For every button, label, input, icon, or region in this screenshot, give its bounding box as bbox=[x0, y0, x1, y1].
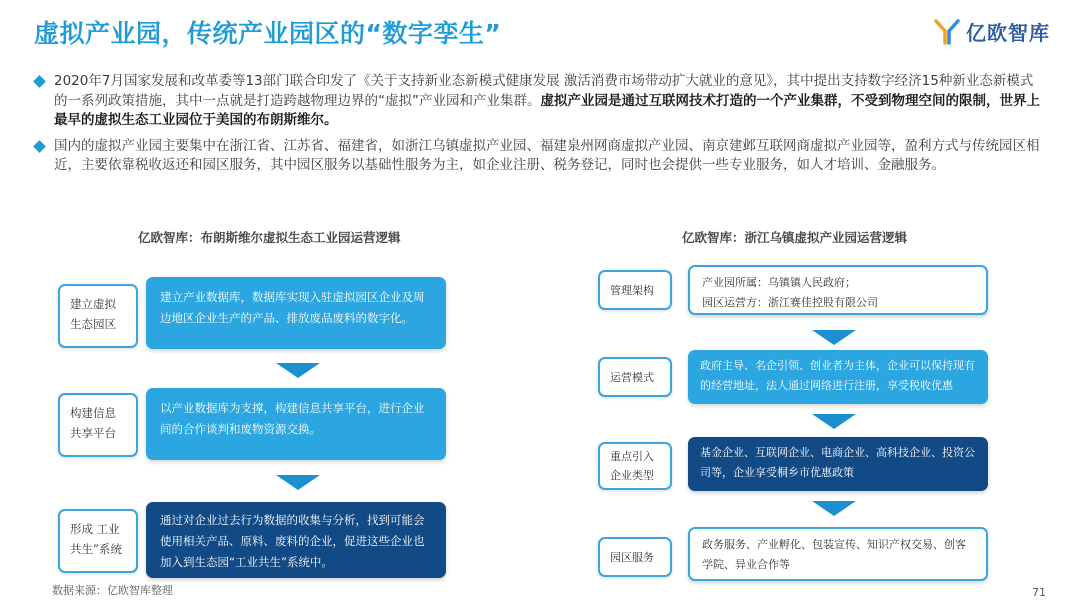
bullet-item bbox=[34, 137, 1044, 176]
left-step-label: 建立虚拟生态园区 bbox=[58, 284, 138, 348]
right-row-desc: 基金企业、互联网企业、电商企业、高科技企业、投资公司等，企业享受桐乡市优惠政策 bbox=[688, 437, 988, 491]
left-diagram-title: 亿欧智库：布朗斯维尔虚拟生态工业园运营逻辑 bbox=[138, 230, 401, 245]
right-row-line: 园区运营方：浙江赛佳控股有限公司 bbox=[702, 296, 878, 309]
diamond-bullet-icon bbox=[33, 140, 46, 153]
down-arrow-icon bbox=[812, 330, 856, 345]
brand-logo bbox=[932, 16, 1050, 46]
right-row-label: 重点引入企业类型 bbox=[598, 442, 672, 490]
left-step-label: 构建信息共享平台 bbox=[58, 393, 138, 457]
right-row-label: 运营模式 bbox=[598, 357, 672, 397]
left-step-desc: 以产业数据库为支撑，构建信息共享平台，进行企业间的合作谈判和废物资源交换。 bbox=[146, 388, 446, 460]
bullet-text: 2020年7月国家发展和改革委等13部门联合印发了《关于支持新业态新模式健康发展 激活消费市场带动扩大就业的意见》，其中提出支持数字经济15种新业态新模式的一系列政策措施，其中一点就是打造跨越物理边界的“虚拟”产业园和产业集群。 bbox=[54, 73, 1034, 109]
logo-icon bbox=[932, 16, 962, 46]
right-diagram-title: 亿欧智库：浙江乌镇虚拟产业园运营逻辑 bbox=[682, 230, 908, 245]
down-arrow-icon bbox=[276, 475, 320, 490]
down-arrow-icon bbox=[276, 363, 320, 378]
right-row-label: 管理架构 bbox=[598, 270, 672, 310]
right-row-desc: 政务服务、产业孵化、包装宣传、知识产权交易、创客学院、异业合作等 bbox=[688, 527, 988, 581]
left-step-desc: 通过对企业过去行为数据的收集与分析，找到可能会使用相关产品、原料、废料的企业，促进这些企业也加入到生态园“工业共生”系统中。 bbox=[146, 502, 446, 578]
right-row-label: 园区服务 bbox=[598, 537, 672, 577]
page-number: 71 bbox=[1032, 586, 1046, 599]
diamond-bullet-icon bbox=[33, 75, 46, 88]
down-arrow-icon bbox=[812, 501, 856, 516]
bullet-text: 国内的虚拟产业园主要集中在浙江省、江苏省、福建省，如浙江乌镇虚拟产业园、福建泉州网商虚拟产业园、南京建邺互联网商虚拟产业园等，盈利方式与传统园区相近，主要依靠税收返还和园区服务，其中园区服务以基础性服务为主，如企业注册、税务登记，同时也会提供一些专业服务，如人才培训、金融服务。 bbox=[54, 137, 1040, 173]
left-step-label: 形成 工业共生”系统 bbox=[58, 509, 138, 573]
logo-text: 亿欧智库 bbox=[966, 20, 1050, 45]
right-row-desc: 政府主导、名企引领、创业者为主体，企业可以保持现有的经营地址，法人通过网络进行注册，享受税收优惠 bbox=[688, 350, 988, 404]
left-step-desc: 建立产业数据库，数据库实现入驻虚拟园区企业及周边地区企业生产的产品、排放废品废料的数字化。 bbox=[146, 277, 446, 349]
bullet-list bbox=[34, 72, 1044, 182]
data-source: 数据来源：亿欧智库整理 bbox=[52, 584, 173, 597]
bullet-bold-text: 虚拟产业园是通过互联网技术打造的一个产业集群，不受到物理空间的限制，世界上最早的虚拟生态工业园位于美国的布朗斯维尔。 bbox=[54, 92, 1040, 128]
right-row-line: 产业园所属：乌镇镇人民政府； bbox=[702, 276, 856, 289]
right-row-desc bbox=[688, 265, 988, 315]
bullet-item bbox=[34, 72, 1044, 131]
down-arrow-icon bbox=[812, 414, 856, 429]
page-title: 虚拟产业园，传统产业园区的“数字孪生” bbox=[34, 19, 502, 48]
